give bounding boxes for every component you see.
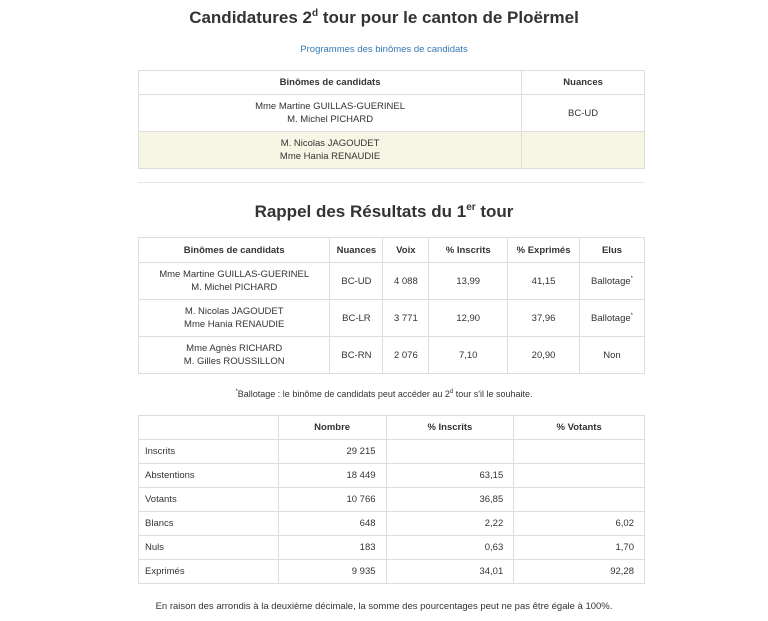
exprimes-cell: 37,96	[508, 300, 580, 337]
section-title	[0, 202, 768, 222]
inscrits-cell: 36,85	[386, 488, 514, 512]
inscrits-cell: 2,22	[386, 512, 514, 536]
nombre-cell: 10 766	[278, 488, 386, 512]
candidate-name: Mme Martine GUILLAS-GUERINEL	[255, 101, 406, 112]
table-row	[139, 464, 645, 488]
candidate-name: Mme Agnès RICHARD	[186, 343, 283, 354]
candidate-pair	[139, 263, 330, 300]
column-header: Nombre	[278, 416, 386, 440]
nuance-cell: BC-UD	[330, 263, 383, 300]
stat-label: Nuls	[139, 536, 279, 560]
elus-value: Non	[603, 349, 621, 361]
table-row	[139, 536, 645, 560]
votants-cell: 6,02	[514, 512, 645, 536]
elus-cell	[580, 263, 645, 300]
candidate-name: M. Michel PICHARD	[287, 114, 374, 125]
stat-label: Votants	[139, 488, 279, 512]
voix-cell: 4 088	[383, 263, 429, 300]
candidate-pair	[139, 95, 522, 132]
stats-header-row	[139, 416, 645, 440]
table-row	[139, 560, 645, 584]
column-header: Nuances	[330, 238, 383, 263]
page-title	[0, 8, 768, 28]
column-header: Nuances	[522, 71, 645, 95]
nombre-cell: 9 935	[278, 560, 386, 584]
nombre-cell: 183	[278, 536, 386, 560]
elus-cell	[580, 337, 645, 374]
note-text: Ballotage : le binôme de candidats peut accéder au 2	[237, 389, 450, 399]
ballotage-footnote-mark: *	[630, 312, 633, 319]
candidate-pair	[139, 337, 330, 374]
table-row	[139, 95, 645, 132]
voix-cell: 3 771	[383, 300, 429, 337]
nuance-cell: BC-UD	[522, 95, 645, 132]
page-title-text: Candidatures 2	[189, 8, 312, 27]
stat-label: Inscrits	[139, 440, 279, 464]
section-title-text: Rappel des Résultats du 1	[254, 202, 467, 221]
section-title-rest: tour	[475, 202, 514, 221]
votants-cell: 92,28	[514, 560, 645, 584]
page-title-rest: tour pour le canton de Ploërmel	[318, 8, 579, 27]
nuance-cell: BC-LR	[330, 300, 383, 337]
page-title-sup: d	[312, 8, 319, 19]
note-sup: d	[449, 389, 454, 395]
candidate-name: M. Nicolas JAGOUDET	[280, 138, 380, 149]
inscrits-cell: 13,99	[429, 263, 508, 300]
column-header	[139, 416, 279, 440]
table-row	[139, 132, 645, 169]
table-row	[139, 440, 645, 464]
nombre-cell: 18 449	[278, 464, 386, 488]
ballotage-note	[0, 389, 768, 399]
candidate-name: M. Nicolas JAGOUDET	[184, 306, 284, 317]
table-row	[139, 488, 645, 512]
elus-value: Ballotage	[591, 275, 631, 287]
candidate-name: Mme Hania RENAUDIE	[184, 319, 285, 330]
column-header: % Inscrits	[429, 238, 508, 263]
candidate-pair	[139, 300, 330, 337]
column-header: % Votants	[514, 416, 645, 440]
exprimes-cell: 20,90	[508, 337, 580, 374]
section-title-sup: er	[466, 202, 476, 213]
nombre-cell: 648	[278, 512, 386, 536]
note-text-rest: tour s'il le souhaite.	[453, 389, 533, 399]
column-header: Binômes de candidats	[139, 238, 330, 263]
inscrits-cell: 12,90	[429, 300, 508, 337]
inscrits-cell: 34,01	[386, 560, 514, 584]
results-table	[138, 237, 645, 374]
stats-table	[138, 415, 645, 584]
candidate-name: M. Gilles ROUSSILLON	[183, 356, 285, 367]
column-header: % Inscrits	[386, 416, 514, 440]
table-row	[139, 512, 645, 536]
inscrits-cell: 0,63	[386, 536, 514, 560]
table-row	[139, 263, 645, 300]
nuance-cell	[522, 132, 645, 169]
stat-label: Blancs	[139, 512, 279, 536]
table-row	[139, 300, 645, 337]
voix-cell: 2 076	[383, 337, 429, 374]
candidate-name: Mme Martine GUILLAS-GUERINEL	[159, 269, 310, 280]
rounding-note: En raison des arrondis à la deuxième décimale, la somme des pourcentages peut ne pas être égale à 100%.	[155, 601, 613, 612]
candidate-pair	[139, 132, 522, 169]
nombre-cell: 29 215	[278, 440, 386, 464]
divider	[138, 182, 645, 183]
elus-value: Ballotage	[591, 312, 631, 324]
inscrits-cell	[386, 440, 514, 464]
programmes-link[interactable]: Programmes des binômes de candidats	[300, 44, 468, 55]
votants-cell	[514, 464, 645, 488]
exprimes-cell: 41,15	[508, 263, 580, 300]
column-header: Binômes de candidats	[139, 71, 522, 95]
stat-label: Exprimés	[139, 560, 279, 584]
column-header: % Exprimés	[508, 238, 580, 263]
candidates-header-row	[139, 71, 645, 95]
candidates-table	[138, 70, 645, 169]
elus-cell	[580, 300, 645, 337]
column-header: Elus	[580, 238, 645, 263]
votants-cell	[514, 488, 645, 512]
inscrits-cell: 7,10	[429, 337, 508, 374]
nuance-cell: BC-RN	[330, 337, 383, 374]
stat-label: Abstentions	[139, 464, 279, 488]
results-header-row	[139, 238, 645, 263]
table-row	[139, 337, 645, 374]
votants-cell: 1,70	[514, 536, 645, 560]
inscrits-cell: 63,15	[386, 464, 514, 488]
votants-cell	[514, 440, 645, 464]
candidate-name: M. Michel PICHARD	[191, 282, 278, 293]
candidate-name: Mme Hania RENAUDIE	[279, 151, 381, 162]
ballotage-footnote-mark: *	[630, 275, 633, 282]
note-asterisk: *	[235, 389, 238, 395]
column-header: Voix	[383, 238, 429, 263]
